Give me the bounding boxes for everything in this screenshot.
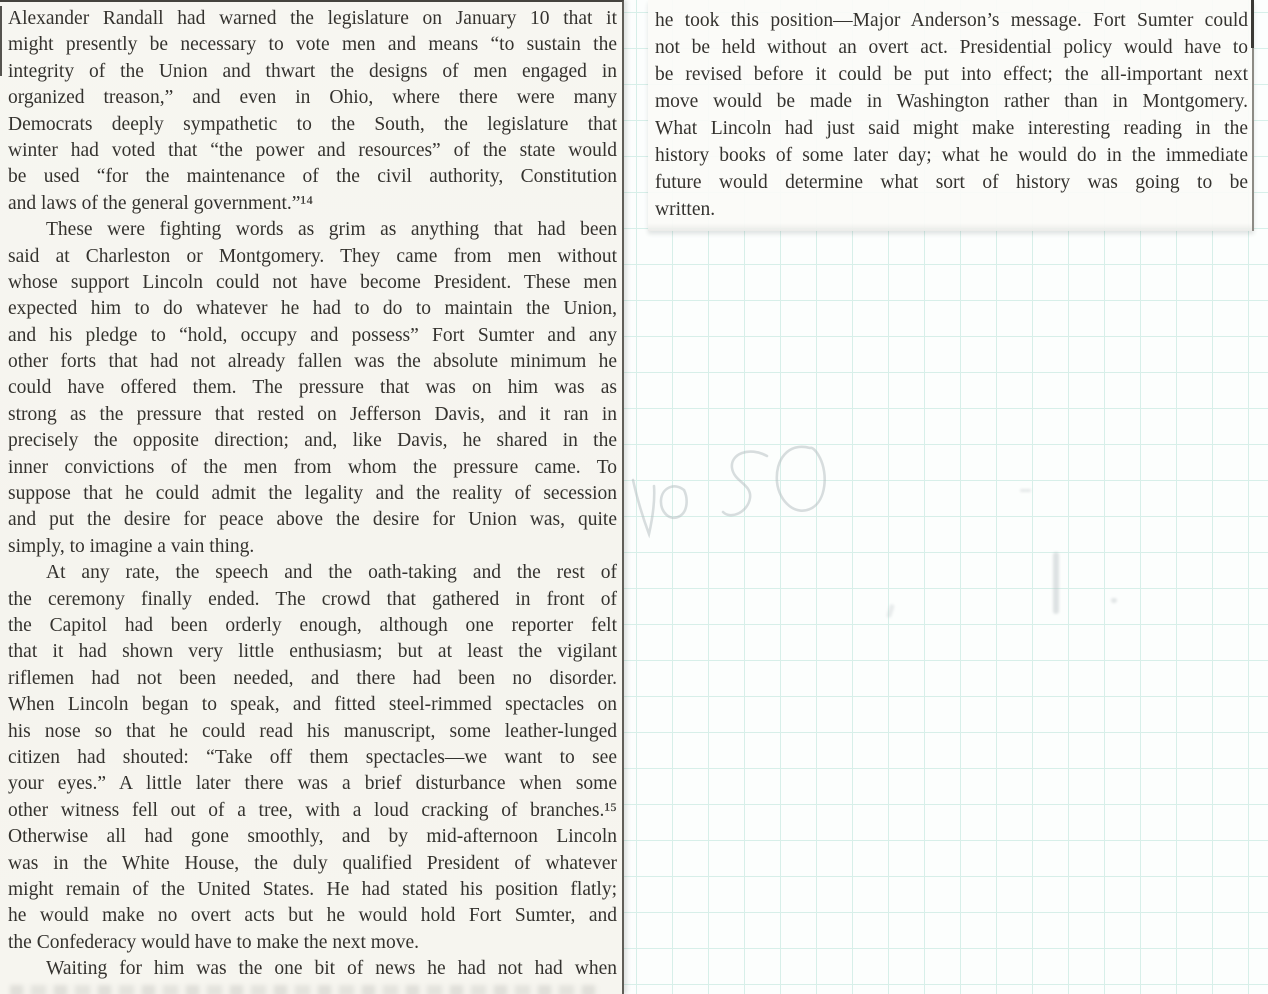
paragraph [8,560,617,956]
text-line: other forts that had not already fallen was the absolute minimum he [8,351,617,373]
left-text-column [8,6,617,982]
paragraph [655,7,1248,223]
text-line: suppose that he could admit the legality and the reality of secession [8,483,617,505]
text-line: and laws of the general government.”¹⁴ [8,192,314,214]
text-line: he took this position—Major Anderson’s message. Fort Sumter could [655,10,1248,31]
right-page-clipping [648,0,1254,231]
paragraph [8,217,617,560]
cutoff-text-line-hint [10,985,600,994]
text-line: riflemen had not been needed, and there had been no disorder. [8,667,617,689]
text-line: whose support Lincoln could not have become President. These men [8,271,617,293]
text-line: citizen had shouted: “Take off them spectacles—we want to see [8,746,617,768]
text-line: that it had shown very little enthusiasm; but at least the vigilant [8,641,617,663]
text-line: inner convictions of the men from whom the pressure came. To [8,456,617,478]
text-line: said at Charleston or Montgomery. They came from men without [8,245,617,267]
text-line: the Confederacy would have to make the next move. [8,931,419,953]
text-line: he would make no overt acts but he would hold Fort Sumter, and [8,905,617,927]
text-line: written. [655,199,716,220]
text-line: strong as the pressure that rested on Jefferson Davis, and it ran in [8,403,617,425]
text-line: might presently be necessary to vote men and means “to sustain the [8,34,617,56]
text-line: was in the White House, the duly qualified President of whatever [8,852,617,874]
paragraph [8,6,617,217]
text-line: winter had voted that “the power and resources” of the state would [8,139,617,161]
text-line: move would be made in Washington rather than in Montgomery. [655,91,1248,112]
text-line: not be held without an overt act. Presidential policy would have to [655,37,1248,58]
pencil-smudge [1020,489,1031,492]
text-line: precisely the opposite direction; and, like Davis, he shared in the [8,430,617,452]
pencil-stroke [633,480,654,534]
pencil-stroke [661,486,687,517]
text-line: could have offered them. The pressure that was on him was as [8,377,617,399]
text-line: integrity of the Union and thwart the designs of men engaged in [8,60,617,82]
text-line: and put the desire for peace above the desire for Union was, quite [8,509,617,531]
text-line: be revised before it could be put into effect; the all-important next [655,64,1248,85]
text-line: Waiting for him was the one bit of news he had not had when [46,958,617,980]
right-text-column [655,7,1248,223]
text-line: future would determine what sort of history was going to be [655,172,1248,193]
text-line: other witness fell out of a tree, with a loud cracking of branches.¹⁵ [8,799,617,821]
text-line: At any rate, the speech and the oath-taking and the rest of [46,562,617,584]
pencil-smudge [1053,552,1059,614]
text-line: might remain of the United States. He had stated his position flatly; [8,878,617,900]
text-line: Alexander Randall had warned the legislature on January 10 that it [8,8,617,29]
text-line: simply, to imagine a vain thing. [8,535,255,557]
text-line: the Capitol had been orderly enough, although one reporter felt [8,614,617,636]
text-line: organized treason,” and even in Ohio, where there were many [8,87,617,109]
pencil-handwriting-showthrough [628,438,840,550]
pencil-stroke [777,447,825,511]
text-line: What Lincoln had just said might make interesting reading in the [655,118,1248,139]
pencil-stroke [723,452,767,516]
text-line: These were fighting words as grim as anything that had been [46,219,617,241]
pencil-smudge [1111,598,1117,603]
text-line: expected him to do whatever he had to do to maintain the Union, [8,298,617,320]
text-line: Democrats deeply sympathetic to the South, the legislature that [8,113,617,135]
text-line: your eyes.” A little later there was a brief disturbance when some [8,773,617,795]
paragraph [8,956,617,982]
left-page-clipping [0,0,624,994]
text-line: be used “for the maintenance of the civil authority, Constitution [8,166,617,188]
text-line: history books of some later day; what he would do in the immediate [655,145,1248,166]
text-line: the ceremony finally ended. The crowd that gathered in front of [8,588,617,610]
text-line: his nose so that he could read his manuscript, some leather-lunged [8,720,617,742]
text-line: Otherwise all had gone smoothly, and by mid-afternoon Lincoln [8,826,617,848]
text-line: and his pledge to “hold, occupy and possess” Fort Sumter and any [8,324,617,346]
text-line: When Lincoln began to speak, and fitted steel-rimmed spectacles on [8,694,617,716]
